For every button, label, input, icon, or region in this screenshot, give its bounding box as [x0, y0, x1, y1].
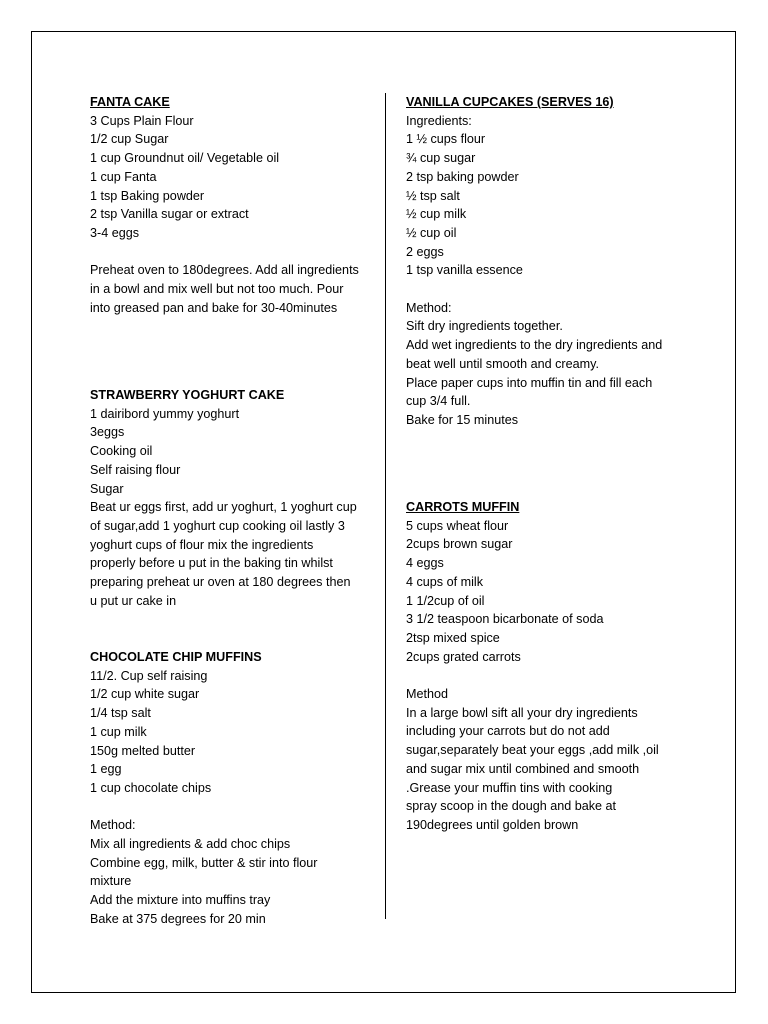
ingredient-line: 1/4 tsp salt [90, 706, 151, 721]
method-line: In a large bowl sift all your dry ingredients [406, 705, 638, 720]
ingredient-line: ½ tsp salt [406, 188, 460, 203]
recipe-fanta-cake [90, 93, 375, 317]
ingredient-line: 3 1/2 teaspoon bicarbonate of soda [406, 612, 604, 627]
method-line: Combine egg, milk, butter & stir into flour [90, 855, 318, 870]
method-paragraph [90, 261, 375, 317]
ingredient-line: ½ cup oil [406, 225, 457, 240]
ingredient-line: 1 cup Groundnut oil/ Vegetable oil [90, 151, 280, 166]
recipe-chocolate-chip-muffins [90, 648, 375, 929]
method-line: Place paper cups into muffin tin and fill each [406, 375, 653, 390]
method-paragraph [406, 685, 706, 835]
method-line: u put ur cake in [90, 593, 177, 608]
recipe-vanilla-cupcakes [406, 93, 706, 430]
method-paragraph [90, 816, 375, 928]
method-line: cup 3/4 full. [406, 394, 471, 409]
recipe-title: CARROTS MUFFIN [406, 500, 520, 514]
ingredient-line: 3eggs [90, 425, 125, 440]
method-label: Method: [406, 300, 452, 315]
ingredient-line: Sugar [90, 481, 124, 496]
ingredient-line: 4 cups of milk [406, 574, 483, 589]
method-line: in a bowl and mix well but not too much. Pour [90, 282, 344, 297]
recipe-title: VANILLA CUPCAKES (SERVES 16) [406, 95, 614, 109]
ingredient-line: 11/2. Cup self raising [90, 668, 208, 683]
ingredient-line: 2 tsp baking powder [406, 169, 519, 184]
ingredient-line: 1 dairibord yummy yoghurt [90, 406, 240, 421]
method-line: including your carrots but do not add [406, 724, 610, 739]
method-line: yoghurt cups of flour mix the ingredients [90, 537, 314, 552]
ingredient-line: 1 tsp vanilla essence [406, 263, 523, 278]
ingredient-line: 1 ½ cups flour [406, 132, 486, 147]
ingredients-label: Ingredients: [406, 113, 472, 128]
method-line: .Grease your muffin tins with cooking [406, 780, 613, 795]
ingredient-line: 1 tsp Baking powder [90, 188, 205, 203]
recipe-title: FANTA CAKE [90, 95, 170, 109]
method-line: spray scoop in the dough and bake at [406, 799, 617, 814]
method-paragraph [406, 299, 706, 430]
ingredient-line: 1/2 cup white sugar [90, 687, 200, 702]
column-divider [385, 93, 386, 919]
ingredient-line: ¾ cup sugar [406, 151, 476, 166]
ingredient-line: 1/2 cup Sugar [90, 132, 169, 147]
method-line: Bake at 375 degrees for 20 min [90, 911, 266, 926]
method-line: into greased pan and bake for 30-40minutes [90, 300, 338, 315]
method-label: Method: [90, 818, 136, 833]
ingredient-line: 2 tsp Vanilla sugar or extract [90, 207, 249, 222]
ingredient-line: 3 Cups Plain Flour [90, 113, 194, 128]
method-line: 190degrees until golden brown [406, 817, 579, 832]
method-line: and sugar mix until combined and smooth [406, 761, 640, 776]
ingredient-line: 1 cup milk [90, 724, 147, 739]
ingredient-line: 150g melted butter [90, 743, 196, 758]
ingredient-line: 1 cup chocolate chips [90, 780, 212, 795]
ingredient-line: 2 eggs [406, 244, 444, 259]
ingredient-line: ½ cup milk [406, 207, 467, 222]
ingredient-line: 1 1/2cup of oil [406, 593, 485, 608]
ingredient-line: 1 egg [90, 762, 122, 777]
method-line: beat well until smooth and creamy. [406, 356, 599, 371]
ingredient-line: Cooking oil [90, 444, 153, 459]
method-line: of sugar,add 1 yoghurt cup cooking oil lastly 3 [90, 518, 345, 533]
method-line: Mix all ingredients & add choc chips [90, 837, 291, 852]
recipe-title: STRAWBERRY YOGHURT CAKE [90, 388, 285, 402]
method-line: Preheat oven to 180degrees. Add all ingredients [90, 263, 359, 278]
ingredient-line: 2cups grated carrots [406, 649, 521, 664]
ingredient-line: Self raising flour [90, 462, 181, 477]
ingredient-line: 4 eggs [406, 556, 444, 571]
method-line: Beat ur eggs first, add ur yoghurt, 1 yoghurt cup [90, 500, 357, 515]
method-line: properly before u put in the baking tin whilst [90, 556, 333, 571]
method-line: Add wet ingredients to the dry ingredients and [406, 338, 663, 353]
method-line: Sift dry ingredients together. [406, 319, 563, 334]
ingredient-line: 3-4 eggs [90, 225, 140, 240]
ingredient-line: 2cups brown sugar [406, 537, 513, 552]
method-label: Method [406, 687, 449, 702]
recipe-title: CHOCOLATE CHIP MUFFINS [90, 650, 262, 664]
method-line: mixture [90, 874, 132, 889]
recipe-strawberry-yoghurt-cake [90, 386, 375, 610]
method-line: preparing preheat ur oven at 180 degrees then [90, 575, 351, 590]
method-line: Add the mixture into muffins tray [90, 893, 271, 908]
method-line: sugar,separately beat your eggs ,add milk ,oil [406, 743, 659, 758]
recipe-carrots-muffin [406, 498, 706, 835]
ingredient-line: 2tsp mixed spice [406, 630, 500, 645]
method-line: Bake for 15 minutes [406, 412, 519, 427]
document-page [31, 31, 736, 993]
ingredient-line: 1 cup Fanta [90, 169, 157, 184]
ingredient-line: 5 cups wheat flour [406, 518, 509, 533]
